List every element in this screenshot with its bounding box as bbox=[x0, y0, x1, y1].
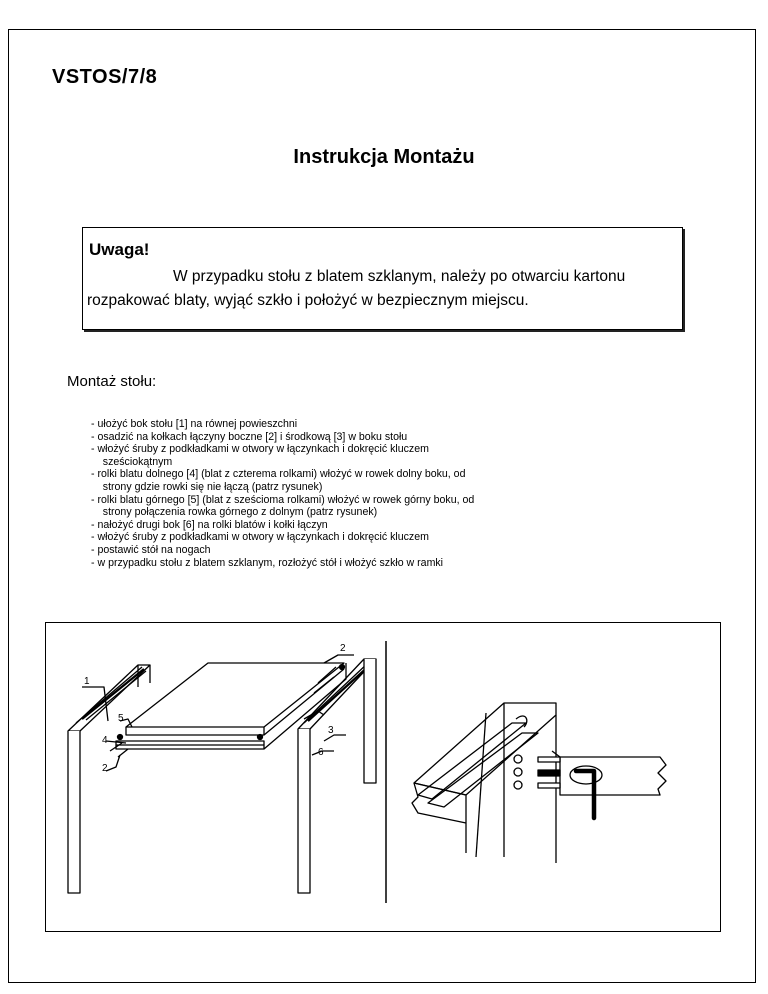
step-line: - włożyć śruby z podkładkami w otwory w łączynkach i dokręcić kluczem bbox=[91, 443, 429, 456]
step-line: strony połączenia rowka górnego z dolnym (patrz rysunek) bbox=[91, 506, 378, 519]
assembly-diagram bbox=[46, 623, 720, 931]
step-line: - ułożyć bok stołu [1] na równej powieszchni bbox=[91, 418, 298, 430]
warning-heading: Uwaga! bbox=[89, 240, 150, 259]
step-line: - nałożyć drugi bok [6] na rolki blatów i kołki łączyn bbox=[91, 518, 328, 531]
assembly-heading: Montaż stołu: bbox=[67, 373, 157, 390]
step-line: - postawić stół na nogach bbox=[91, 543, 211, 556]
callout-3: 3 bbox=[328, 725, 334, 736]
step-line: - w przypadku stołu z blatem szklanym, rozłożyć stół i włożyć szkło w ramki bbox=[91, 556, 444, 569]
step-line: strony gdzie rowki się nie łączą (patrz rysunek) bbox=[91, 480, 323, 493]
document-code: VSTOS/7/8 bbox=[52, 66, 158, 88]
step-line: sześciokątnym bbox=[91, 455, 173, 468]
joint-detail-illustration bbox=[412, 703, 666, 863]
callout-4: 4 bbox=[102, 735, 108, 746]
table-illustration bbox=[68, 655, 376, 893]
step-line: - rolki blatu dolnego [4] (blat z czterema rolkami) włożyć w rowek dolny boku, od bbox=[91, 468, 466, 481]
callout-2-bottom: 2 bbox=[102, 763, 108, 774]
warning-box bbox=[82, 227, 683, 330]
warning-text: W przypadku stołu z blatem szklanym, należy po otwarciu kartonu rozpakować blaty, wyjąć szkło i położyć w bezpiecznym miejscu. bbox=[87, 268, 626, 309]
step-line: - włożyć śruby z podkładkami w otwory w łączynkach i dokręcić kluczem bbox=[91, 531, 429, 544]
callout-1: 1 bbox=[84, 676, 90, 687]
assembly-steps bbox=[91, 418, 474, 569]
step-line: - osadzić na kołkach łączyny boczne [2] i środkową [3] w boku stołu bbox=[91, 430, 408, 443]
diagram-frame bbox=[45, 622, 721, 932]
callout-5: 5 bbox=[118, 713, 124, 724]
page-title: Instrukcja Montażu bbox=[293, 146, 475, 168]
callout-6: 6 bbox=[318, 747, 324, 758]
step-line: - rolki blatu górnego [5] (blat z sześcioma rolkami) włożyć w rowek górny boku, od bbox=[91, 493, 475, 506]
callout-2-top: 2 bbox=[340, 643, 346, 654]
